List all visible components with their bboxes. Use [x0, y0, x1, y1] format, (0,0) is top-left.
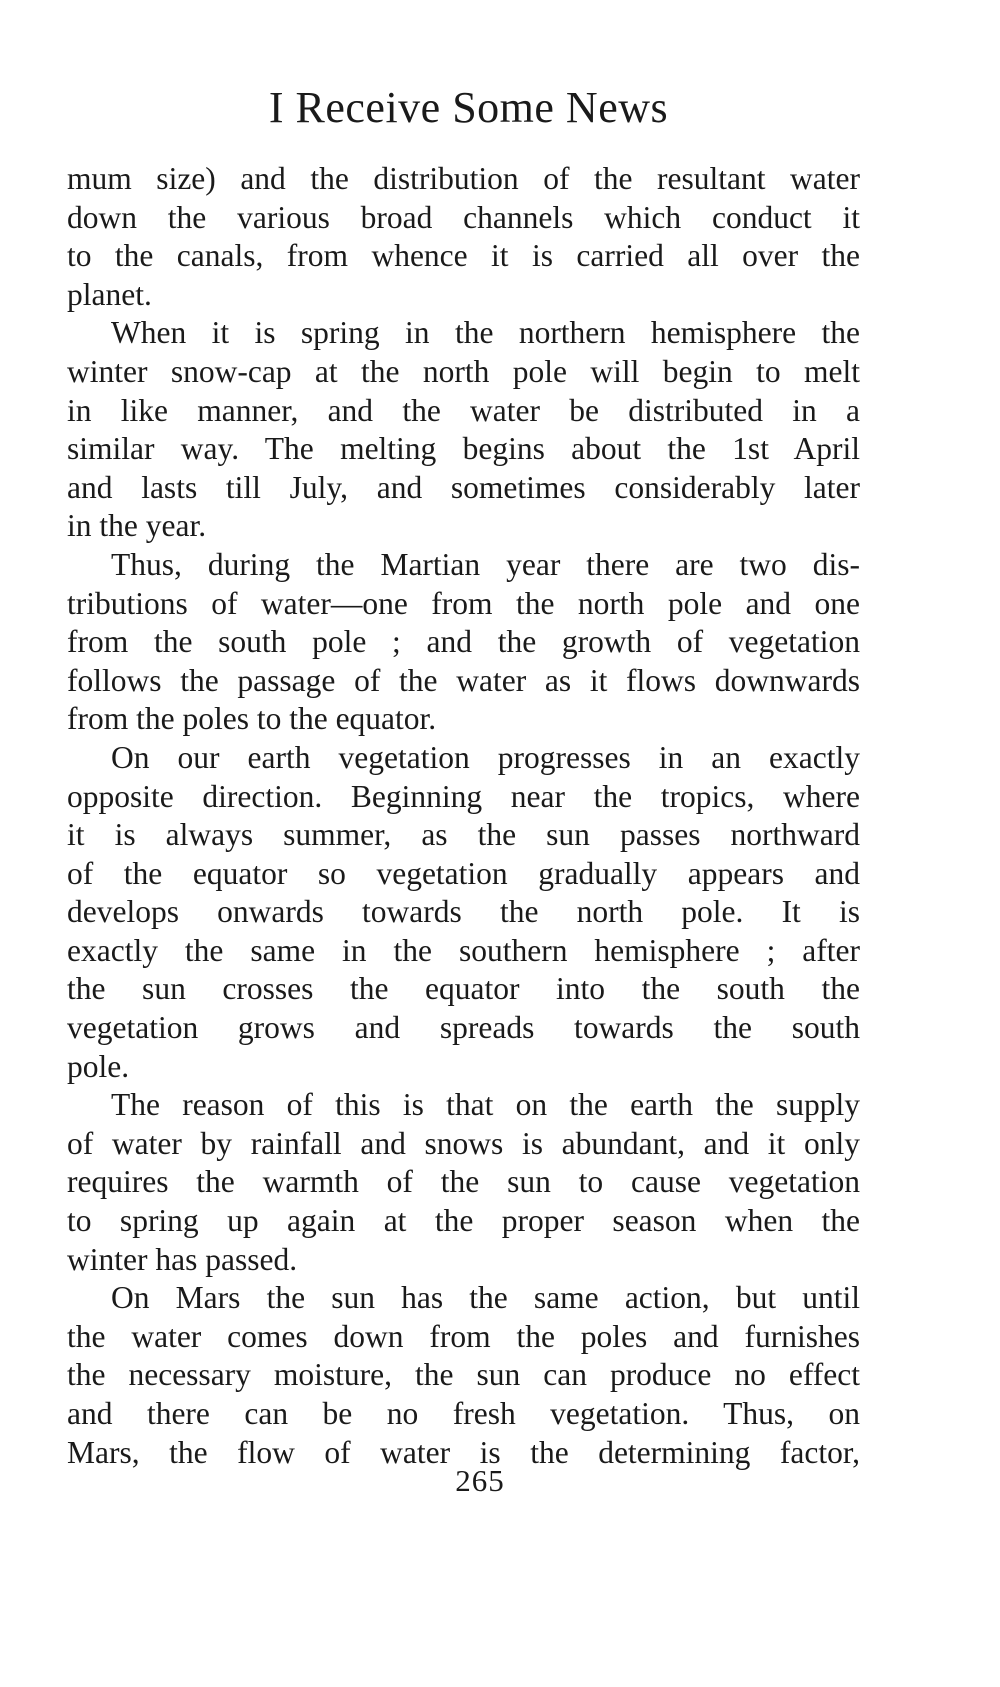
paragraph: [67, 314, 860, 546]
text-line: Thus, during the Martian year there are two dis-: [111, 546, 860, 582]
text-line: When it is spring in the northern hemisphere the: [111, 315, 860, 351]
text-line: opposite direction. Beginning near the tropics, where: [67, 778, 860, 814]
text-line: follows the passage of the water as it flows downwards: [67, 662, 860, 698]
text-line: requires the warmth of the sun to cause vegetation: [67, 1164, 860, 1200]
text-line: mum size) and the distribution of the resultant water: [67, 161, 860, 196]
text-line: the water comes down from the poles and furnishes: [67, 1318, 860, 1354]
body-text: [67, 160, 860, 1472]
text-line: Mars, the flow of water is the determining factor,: [67, 1434, 860, 1470]
text-line: similar way. The melting begins about the 1st April: [67, 431, 860, 467]
text-line: the sun crosses the equator into the south the: [67, 971, 860, 1007]
text-line: to spring up again at the proper season when the: [67, 1203, 860, 1239]
running-title: I Receive Some News: [268, 83, 669, 132]
paragraph: [67, 1279, 860, 1472]
text-line: On Mars the sun has the same action, but until: [111, 1280, 860, 1316]
page-number-text: 265: [455, 1463, 505, 1498]
text-line: planet.: [67, 276, 152, 312]
text-line: to the canals, from whence it is carried all over the: [67, 238, 860, 274]
text-line: vegetation grows and spreads towards the south: [67, 1010, 860, 1046]
text-line: The reason of this is that on the earth the supply: [111, 1087, 860, 1123]
book-page: [67, 82, 860, 1472]
text-line: of the equator so vegetation gradually appears and: [67, 855, 860, 891]
text-line: On our earth vegetation progresses in an exactly: [111, 739, 860, 775]
text-line: tributions of water—one from the north pole and one: [67, 585, 860, 621]
text-line: the necessary moisture, the sun can produce no effect: [67, 1357, 860, 1393]
text-line: down the various broad channels which conduct it: [67, 199, 860, 235]
text-line: and lasts till July, and sometimes considerably later: [67, 469, 860, 505]
text-line: in the year.: [67, 508, 207, 544]
text-line: in like manner, and the water be distributed in a: [67, 392, 860, 428]
text-line: winter has passed.: [67, 1241, 298, 1277]
paragraph: [67, 546, 860, 739]
paragraph: [67, 739, 860, 1086]
text-line: it is always summer, as the sun passes northward: [67, 817, 860, 853]
text-line: pole.: [67, 1048, 130, 1084]
paragraph: [67, 1086, 860, 1279]
text-line: and there can be no fresh vegetation. Thus, on: [67, 1396, 860, 1431]
text-line: from the south pole ; and the growth of vegetation: [67, 624, 860, 660]
text-line: exactly the same in the southern hemisphere ; after: [67, 932, 860, 968]
page-number: [0, 1461, 1000, 1501]
text-line: develops onwards towards the north pole. It is: [67, 894, 860, 930]
text-line: of water by rainfall and snows is abundant, and it only: [67, 1125, 860, 1161]
text-line: winter snow-cap at the north pole will begin to melt: [67, 353, 860, 389]
paragraph: [67, 160, 860, 314]
text-line: from the poles to the equator.: [67, 701, 437, 737]
